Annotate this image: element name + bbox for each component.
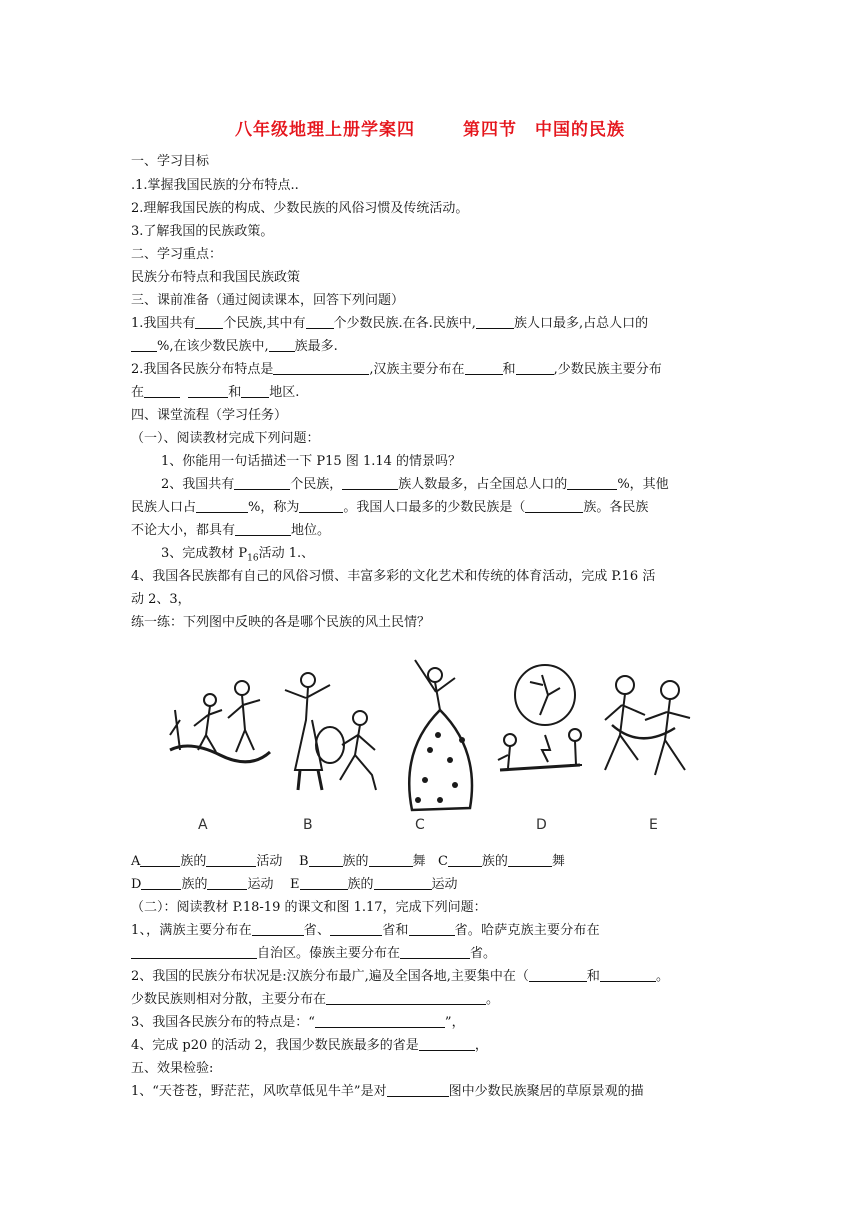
- blank[interactable]: [326, 991, 486, 1005]
- blank[interactable]: [131, 945, 257, 959]
- blank[interactable]: [140, 853, 180, 867]
- task-2-q3: 3、我国各民族分布的特点是：“ ”，: [131, 1015, 465, 1030]
- blank[interactable]: [374, 876, 432, 890]
- blank[interactable]: [196, 499, 248, 513]
- blank[interactable]: [387, 1083, 449, 1097]
- practice-answers-row-1: A 族的 活动 B 族的 舞 C 族的 舞: [131, 854, 565, 869]
- blank[interactable]: [299, 499, 343, 513]
- task-1-q2: 2、我国共有 个民族， 族人数最多，占全国总人口的 %，其他: [161, 477, 669, 492]
- task-1-q1: 1、你能用一句话描述一下 P15 图 1.14 的情景吗？: [161, 454, 462, 469]
- blank[interactable]: [273, 361, 369, 375]
- task-1-q4-cont: 动 2、3，: [131, 592, 191, 607]
- figure-label-c: C: [415, 817, 425, 833]
- section-heading-check: 五、效果检验:: [131, 1061, 214, 1076]
- prep-question-1: 1.我国共有 个民族,其中有 个少数民族.在各.民族中, 族人口最多,占总人口的: [131, 316, 649, 331]
- blank[interactable]: [195, 315, 223, 329]
- blank[interactable]: [252, 922, 304, 936]
- task-2-q4: 4、完成 p20 的活动 2，我国少数民族最多的省是 ，: [131, 1038, 488, 1053]
- figure-d-drawing: [498, 665, 582, 770]
- section-heading-prep: 三、课前准备（通过阅读课本，回答下列问题）: [131, 293, 405, 308]
- section-heading-flow: 四、课堂流程（学习任务）: [131, 408, 288, 423]
- blank[interactable]: [409, 922, 455, 936]
- prep-question-2: 2.我国各民族分布特点是 ,汉族主要分布在 和 ,少数民族主要分布: [131, 362, 662, 377]
- blank[interactable]: [188, 384, 228, 398]
- title-left: 八年级地理上册学案四: [235, 120, 415, 140]
- blank[interactable]: [141, 876, 181, 890]
- goal-1: .1.掌握我国民族的分布特点..: [131, 178, 299, 193]
- blank[interactable]: [369, 853, 413, 867]
- blank[interactable]: [234, 476, 290, 490]
- blank[interactable]: [476, 315, 514, 329]
- prep-question-2-cont: 在 和 地区.: [131, 385, 300, 400]
- figure-label-b: B: [303, 817, 313, 833]
- task-2-q2-cont: 少数民族则相对分散，主要分布在 。: [131, 992, 500, 1007]
- blank[interactable]: [309, 853, 343, 867]
- blank[interactable]: [131, 338, 157, 352]
- blank[interactable]: [315, 1014, 445, 1028]
- figure-b-drawing: [285, 673, 376, 790]
- task-1-q2-cont2: 不论大小，都具有 地位。: [131, 523, 331, 538]
- blank[interactable]: [269, 338, 295, 352]
- page-title: [0, 115, 860, 140]
- task-2-heading: （二）：阅读教材 P.18-19 的课文和图 1.17，完成下列问题：: [131, 900, 487, 915]
- goal-3: 3.了解我国的民族政策。: [131, 224, 274, 239]
- blank[interactable]: [529, 968, 587, 982]
- figure-c-drawing: [409, 660, 472, 810]
- prep-question-1-cont: %,在该少数民族中, 族最多.: [131, 338, 731, 356]
- blank[interactable]: [419, 1037, 475, 1051]
- task-2-q2: 2、我国的民族分布状况是:汉族分布最广,遍及全国各地,主要集中在（ 和 。: [131, 969, 669, 984]
- goal-2: 2.理解我国民族的构成、少数民族的风俗习惯及传统活动。: [131, 201, 469, 216]
- practice-answers-row-2: D 族的 运动 E 族的 运动: [131, 877, 458, 892]
- blank[interactable]: [516, 361, 554, 375]
- figure-label-e: E: [649, 817, 658, 833]
- blank[interactable]: [448, 853, 482, 867]
- ethnic-customs-illustration: [150, 640, 710, 840]
- task-2-q1-cont: 自治区。傣族主要分布在 省。: [131, 945, 731, 963]
- blank[interactable]: [206, 853, 256, 867]
- blank[interactable]: [144, 384, 180, 398]
- section-heading-focus: 二、学习重点：: [131, 247, 223, 262]
- blank[interactable]: [465, 361, 503, 375]
- figure-e-drawing: [605, 676, 690, 775]
- blank[interactable]: [330, 922, 382, 936]
- section-heading-goals: 一、学习目标: [131, 154, 210, 169]
- blank[interactable]: [300, 876, 348, 890]
- blank[interactable]: [342, 476, 398, 490]
- task-2-q1: 1、，满族主要分布在 省、 省和 省。哈萨克族主要分布在: [131, 923, 600, 938]
- blank[interactable]: [508, 853, 552, 867]
- blank[interactable]: [241, 384, 269, 398]
- figure-label-d: D: [536, 817, 547, 833]
- blank[interactable]: [600, 968, 656, 982]
- blank[interactable]: [400, 945, 470, 959]
- task-1-q2-cont: 民族人口占 %，称为 。我国人口最多的少数民族是（ 族。各民族: [131, 500, 649, 515]
- blank[interactable]: [525, 499, 583, 513]
- blank[interactable]: [306, 315, 334, 329]
- task-1-q4: 4、我国各民族都有自己的风俗习惯、丰富多彩的文化艺术和传统的体育活动，完成 P.16 活: [131, 569, 656, 584]
- check-q1: 1、“天苍苍，野茫茫，风吹草低见牛羊”是对 图中少数民族聚居的草原景观的描: [131, 1084, 644, 1099]
- practice-prompt: 练一练：下列图中反映的各是哪个民族的风土民情？: [131, 615, 431, 630]
- figure-a-drawing: [170, 681, 270, 762]
- blank[interactable]: [567, 476, 617, 490]
- task-1-heading: （一）、阅读教材完成下列问题：: [131, 431, 320, 446]
- figure-label-a: A: [198, 817, 208, 833]
- blank[interactable]: [235, 522, 291, 536]
- title-right: 第四节 中国的民族: [463, 120, 625, 140]
- blank[interactable]: [207, 876, 247, 890]
- focus-text: 民族分布特点和我国民族政策: [131, 270, 301, 285]
- task-1-q3: 3、完成教材 $P_{16}$活动 1.、: [161, 546, 315, 564]
